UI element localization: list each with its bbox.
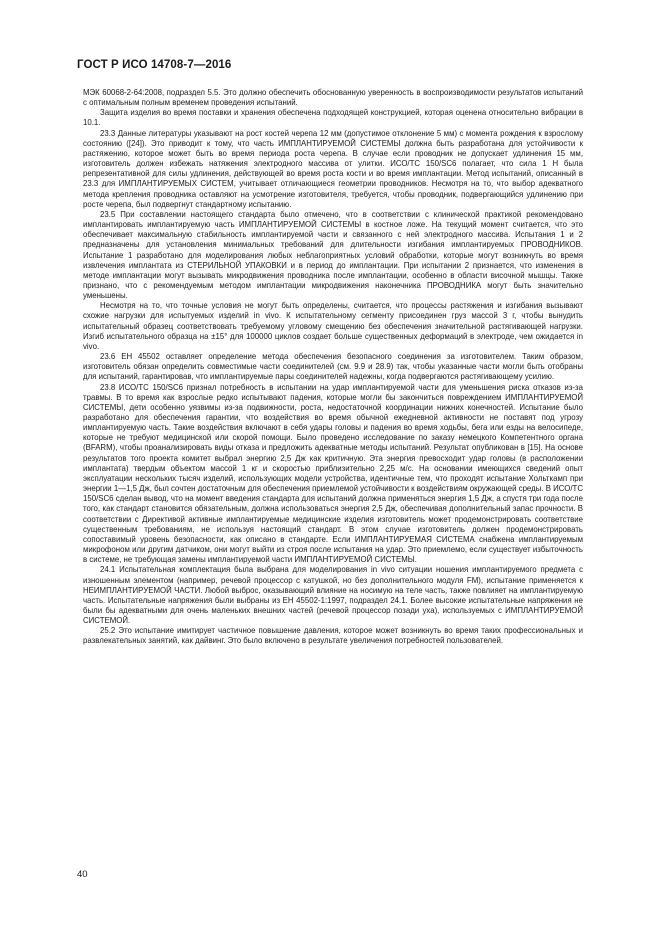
paragraph-23-6: 23.6 ЕН 45502 оставляет определение метода обеспечения безопасного соединения за изготовителем. Таким образом, изготовитель обязан определить совместимые части соединителей (см. 9.9 и 28.9) так, чтобы указанные части могли быть отобраны для испытаний, гарантировав, что имплантируемые пары соединителей надежны, когда подвергаются растягивающему усилию. (83, 352, 583, 382)
paragraph-23-3: 23.3 Данные литературы указывают на рост костей черепа 12 мм (допустимое отклонение 5 мм) с момента рождения к взрослому состоянию ([24]). Это приводит к тому, что часть ИМПЛАНТИРУЕМОЙ СИСТЕМЫ должна быть разработана для устойчивости к растяжению, которое может быть во время периода роста черепа. В случае если проводник не допускает удлинения 15 мм, изготовитель должен избежать натяжения электродного массива от улитки. ИСО/ТС 150/SC6 полагает, что сила 1 Н была репрезентативной для силы удлинения, действующей во время роста кости и во время имплантации. Метод испытаний, описанный в 23.3 для ИМПЛАНТИРУЕМЫХ СИСТЕМ, учитывает отличающиеся геометрии проводников. Несмотря на то, что выбор адекватного метода крепления проводника оставляют на усмотрение изготовителя, требуется, чтобы проводник, подвергающийся удлинению при росте черепа, был подвергнут стандартному испытанию. (83, 128, 583, 209)
paragraph-23-8: 23.8 ИСО/ТС 150/SC6 признал потребность в испытании на удар имплантируемой части для уменьшения риска отказов из-за травмы. В то время как взрослые редко испытывают падения, которые могли бы закончиться повреждением ИМПЛАНТИРУЕМОЙ СИСТЕМЫ, дети особенно уязвимы из-за подвижности, роста, недостаточной координации нижних конечностей. Испытание было разработано для обеспечения гарантии, что воздействия во время обычной ежедневной активности не поставят под угрозу имплантируемую часть. Такие воздействия включают в себя удары головы и падения во время ходьбы, бега или езды на велосипеде, которые не требуют медицинской или скорой помощи. Было проведено исследование по заказу немецкого Компетентного органа (BFARM), чтобы проанализировать виды отказа и предложить адекватные методы испытаний. Результат опубликован в [15]. На основе результатов того проекта комитет выбрал энергию 2,5 Дж как критичную. Эта энергия превосходит удар головы (в расположении имплантата) твердым объектом массой 1 кг и скоростью приблизительно 2,25 м/с. На основании имеющихся сведений опыт эксплуатации нескольких тысяч изделий, использующих модели устройства, идентичные тем, что проходят испытание Хольткамп при энергии 1—1,5 Дж, был сочтен достаточным для обеспечения приемлемой устойчивости к воздействиям окружающей среды. В ИСО/ТС 150/SC6 сделан вывод, что на момент введения стандарта для испытаний должна применяться энергия 1,5 Дж, а спустя три года после того, как стандарт становится обязательным, должна использоваться энергия 2,5 Дж, обеспечивая дополнительный запас прочности. В соответствии с Директивой активные имплантируемые медицинские изделия изготовитель может продемонстрировать соответствие существенным требованиям, не используя настоящий стандарт. В этом случае изготовитель должен продемонстрировать сопоставимый уровень безопасности, как описано в стандарте. Если ИМПЛАНТИРУЕМАЯ СИСТЕМА снабжена имплантируемым микрофоном или другим датчиком, они могут выйти из строя после испытания на удар. Это приемлемо, если существует избыточность в системе, не требующая замены имплантируемой части ИМПЛАНТИРУЕМОЙ СИСТЕМЫ. (83, 382, 583, 565)
paragraph-2: Защита изделия во время поставки и хранения обеспечена подходящей конструкцией, которая оценена относительно вибрации в 10.1. (83, 108, 583, 128)
page-number: 40 (77, 869, 88, 880)
paragraph-23-5: 23.5 При составлении настоящего стандарта было отмечено, что в соответствии с клинической практикой рекомендовано имплантировать имплантируемую часть ИМПЛАНТИРУЕМОЙ СИСТЕМЫ в костное ложе. На текущий момент считается, что это обеспечивает максимальную стабильность имплантируемой части и связанного с ней электродного массива. Испытания 1 и 2 предназначены для установления минимальных требований для длительности изгибания имплантируемых ПРОВОДНИКОВ. Испытание 1 разработано для моделирования любых неблагоприятных условий обработки, которые могут возникнуть во время извлечения имплантата из СТЕРИЛЬНОЙ УПАКОВКИ и в период до имплантации. При испытании 2 признается, что изменения в методе имплантации могут вызывать микродвижения проводника после имплантации, особенно в области височной мышцы. Также признано, что с рекомендуемым методом имплантации микродвижения наконечника ПРОВОДНИКА могут быть значительно уменьшены. (83, 209, 583, 301)
paragraph-24-1: 24.1 Испытательная комплектация была выбрана для моделирования in vivo ситуации ношения имплантируемого предмета с изношенным элементом (например, речевой процессор с катушкой, но без дополнительного модуля FM), испытание применяется к НЕИМПЛАНТИРУЕМОЙ ЧАСТИ. Любой выброс, оказывающий влияние на носимую на теле часть, также повлияет на имплантируемую часть. Испытательные напряжения были выбраны из ЕН 45502-1:1997, подраздел 24.1. Более высокие испытательные напряжения не были бы адекватными для очень маленьких внешних частей (речевой процессор позади уха), используемых с ИМПЛАНТИРУЕМОЙ СИСТЕМОЙ. (83, 565, 583, 626)
paragraph-23-5-cont: Несмотря на то, что точные условия не могут быть определены, считается, что процессы растяжения и изгибания вызывают схожие нагрузки для испытуемых изделий in vivo. К испытательному сегменту присоединен груз массой 3 г, чтобы вынудить испытательный образец соответствовать требуемому угловому смещению без обеспечения значительной растягивающей нагрузки. Изгиб испытательного образца на ±15° для 100000 циклов создает больше существенных деформаций в электроде, чем ожидается in vivo. (83, 301, 583, 351)
paragraph-1: МЭК 60068-2-64:2008, подраздел 5.5. Это должно обеспечить обоснованную уверенность в воспроизводимости результатов испытаний с оптимальным полным временем проведения испытаний. (83, 88, 583, 108)
document-body (83, 88, 583, 647)
paragraph-25-2: 25.2 Это испытание имитирует частичное повышение давления, которое может возникнуть во время таких профессиональных и развлекательных занятий, как дайвинг. Это было включено в результате увеличения потребностей пользователей. (83, 626, 583, 646)
page-header-standard: ГОСТ Р ИСО 14708-7—2016 (77, 59, 232, 71)
